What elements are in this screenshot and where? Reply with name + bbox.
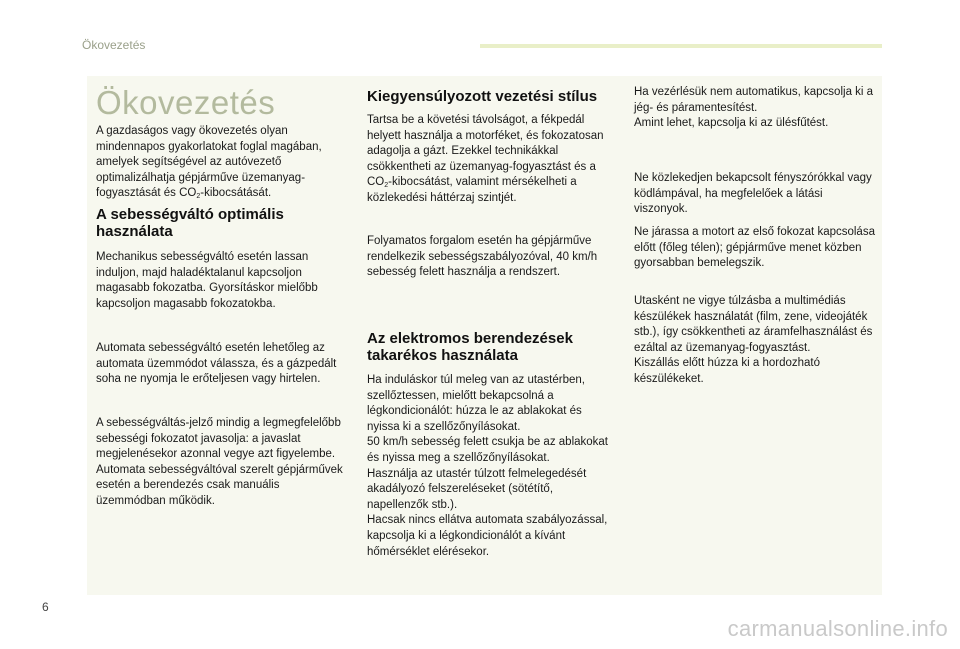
gearbox-manual-paragraph: Mechanikus sebességváltó esetén lassan induljon, majd haladéktalanul kapcsoljon magasabb fokozatba. Gyorsításkor mielőbb kapcsoljon magasabb fokozatokba. <box>96 251 318 310</box>
defrost-paragraph: Ha vezérlésük nem automatikus, kapcsolja ki a jég- és páramentesítést. Amint lehet, kapcsolja ki az ülésfűtést. <box>634 86 874 130</box>
heading-driving-style: Kiegyensúlyozott vezetési stílus <box>367 88 598 105</box>
ventilation-paragraph: Ha induláskor túl meleg van az utastérben, szellőztessen, mielőtt bekapcsolná a légkondicionálót: húzza le az ablakokat és nyissa ki a szellőzőnyílásokat. 50 km/h sebesség felett csukja be az ablakokat és nyissa meg a szellőzőnyílásokat. Használja az utastér túlzott felmelegedését akadályozó felszereléseket (sötétítő, napellenzők stb.). Hacsak nincs ellátva automata szabályozással, kapcsolja ki a légkondicionálót a kívánt hőmérséklet elérésekor. <box>367 374 609 558</box>
headlights-paragraph: Ne közlekedjen bekapcsolt fényszórókkal vagy ködlámpával, ha megfelelőek a látási viszonyok. <box>634 172 872 216</box>
watermark: carmanualsonline.info <box>727 616 948 641</box>
page-number: 6 <box>42 600 49 614</box>
intro-paragraph: A gazdaságos vagy ökovezetés olyan mindennapos gyakorlatokat foglal magában, amelyek segítségével az autóvezető optimalizálhatja gépjárműve üzemanyag-fogyasztását és $CO_2$-kibocsátását. <box>96 125 322 201</box>
page-title: Ökovezetés <box>96 84 276 121</box>
engine-warmup-paragraph: Ne járassa a motort az első fokozat kapcsolása előtt (főleg télen); gépjárműve menet közben gyorsabban bemelegszik. <box>634 226 875 270</box>
driving-style-paragraph: Tartsa be a követési távolságot, a fékpedál helyett használja a motorféket, és fokozatosan adagolja a gázt. Ezekkel technikákkal csökkentheti az üzemanyag-fogyasztást és a $CO_2$-kibocsátást, valamint mérsékelheti a közlekedési háttérzaj szintjét. <box>367 114 604 204</box>
header-accent-bar <box>480 44 882 48</box>
gearbox-automatic-paragraph: Automata sebességváltó esetén lehetőleg az automata üzemmódot válassza, és a gázpedált soha ne nyomja le erőteljesen vagy hirtelen. <box>96 342 337 386</box>
running-header: Ökovezetés <box>82 38 146 52</box>
heading-electrical: Az elektromos berendezések takarékos használata <box>367 330 573 364</box>
gear-indicator-paragraph: A sebességváltás-jelző mindig a legmegfelelőbb sebességi fokozatot javasolja: a javaslat megjelenésekor azonnal vegye azt figyelembe. Automata sebességváltóval szerelt gépjárművek esetén a berendezés csak manuális üzemmódban működik. <box>96 417 343 507</box>
content-panel <box>87 76 882 595</box>
multimedia-paragraph: Utasként ne vigye túlzásba a multimédiás készülékek használatát (film, zene, videojáték stb.), így csökkentheti az áramfelhasználást és ezáltal az üzemanyag-fogyasztást. Kiszállás előtt húzza ki a hordozható készülékeket. <box>634 295 873 385</box>
heading-gearbox: A sebességváltó optimális használata <box>96 206 284 240</box>
cruise-control-paragraph: Folyamatos forgalom esetén ha gépjárműve rendelkezik sebességszabályozóval, 40 km/h sebesség felett használja a rendszert. <box>367 235 598 279</box>
